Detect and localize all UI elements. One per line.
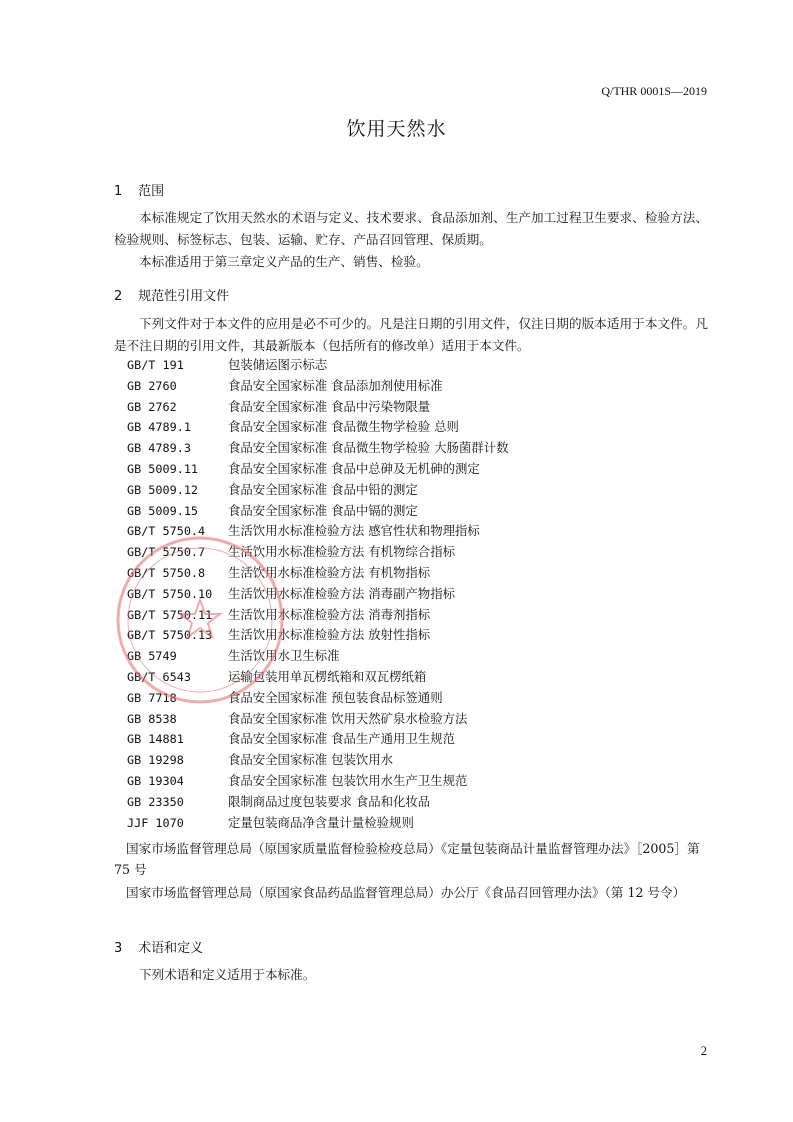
- reference-title: 生活饮用水卫生标准: [228, 648, 340, 664]
- reference-row: [127, 376, 508, 397]
- paragraph: 本标准适用于第三章定义产品的生产、销售、检验。: [139, 254, 429, 269]
- reference-row: [127, 813, 508, 834]
- reference-note: 国家市场监督管理总局（原国家食品药品监督管理总局）办公厅《食品召回管理办法》（第 12 号令）: [126, 885, 686, 900]
- section-number: 2: [114, 289, 123, 304]
- reference-title: 食品安全国家标准 食品微生物学检验 总则: [228, 419, 459, 435]
- reference-row: [127, 397, 508, 418]
- reference-title: 运输包装用单瓦楞纸箱和双瓦楞纸箱: [228, 668, 427, 684]
- reference-code: GB/T 5750.10: [127, 586, 213, 601]
- reference-row: [127, 480, 508, 501]
- reference-code: GB/T 5750.8: [127, 565, 206, 580]
- reference-code: GB/T 5750.7: [127, 545, 206, 560]
- reference-row: [127, 792, 508, 813]
- reference-code: GB 5009.11: [127, 461, 199, 476]
- reference-title: 生活饮用水标准检验方法 消毒副产物指标: [228, 585, 455, 601]
- section-title: 范围: [138, 184, 165, 199]
- reference-title: 食品安全国家标准 食品中铅的测定: [228, 481, 418, 497]
- paragraph: 下列文件对于本文件的应用是必不可少的。凡是注日期的引用文件，仅注日期的版本适用于本文件。凡是不注日期的引用文件，其最新版本（包括所有的修改单）适用于本文件。: [114, 316, 708, 353]
- section-number: 1: [114, 184, 123, 199]
- reference-row: [127, 355, 508, 376]
- reference-title: 定量包装商品净含量计量检验规则: [228, 814, 414, 830]
- reference-code: GB/T 191: [127, 358, 184, 372]
- section-heading: [114, 937, 203, 956]
- reference-title: 包装储运图示标志: [228, 357, 328, 372]
- section-number: 3: [114, 941, 123, 956]
- reference-row: [127, 459, 508, 480]
- reference-row: [127, 729, 508, 750]
- reference-code: GB 2760: [127, 378, 177, 393]
- reference-note: 国家市场监督管理总局（原国家质量监督检验检疫总局）《定量包装商品计量监督管理办法》［2005］第 75 号: [114, 841, 700, 877]
- reference-title: 限制商品过度包装要求 食品和化妆品: [228, 793, 431, 809]
- reference-code: GB 23350: [127, 794, 184, 809]
- reference-code: GB/T 5750.13: [127, 628, 213, 643]
- section-title: 术语和定义: [138, 941, 204, 956]
- section-heading: [114, 285, 229, 304]
- reference-title: 食品安全国家标准 食品添加剂使用标准: [228, 377, 443, 393]
- reference-title: 食品安全国家标准 食品中镉的测定: [228, 502, 418, 518]
- reference-title: 生活饮用水标准检验方法 有机物指标: [228, 564, 431, 580]
- reference-title: 食品安全国家标准 食品微生物学检验 大肠菌群计数: [228, 440, 509, 456]
- paragraph: 本标准规定了饮用天然水的术语与定义、技术要求、食品添加剂、生产加工过程卫生要求、检验方法、检验规则、标签标志、包装、运输、贮存、产品召回管理、保质期。: [114, 210, 708, 247]
- section-title: 规范性引用文件: [138, 289, 230, 304]
- reference-title: 食品安全国家标准 包装饮用水生产卫生规范: [228, 772, 468, 788]
- reference-code: GB/T 5750.11: [127, 607, 213, 622]
- reference-code: GB 2762: [127, 399, 177, 414]
- reference-row: [127, 438, 508, 459]
- reference-title: 食品安全国家标准 食品中总砷及无机砷的测定: [228, 460, 480, 476]
- reference-row: [127, 417, 508, 438]
- reference-title: 生活饮用水标准检验方法 消毒剂指标: [228, 606, 431, 622]
- reference-row: [127, 501, 508, 522]
- reference-code: GB/T 5750.4: [127, 524, 206, 539]
- reference-code: GB 4789.3: [127, 441, 191, 456]
- reference-code: GB 8538: [127, 711, 177, 726]
- reference-code: GB 5009.15: [127, 503, 199, 518]
- reference-title: 食品安全国家标准 预包装食品标签通则: [228, 689, 443, 705]
- reference-title: 食品安全国家标准 食品生产通用卫生规范: [228, 731, 455, 747]
- reference-title: 食品安全国家标准 食品中污染物限量: [228, 398, 431, 414]
- doc-code: Q/THR 0001S—2019: [601, 84, 707, 98]
- page-title: 饮用天然水: [346, 118, 447, 140]
- reference-row: [127, 771, 508, 792]
- reference-title: 食品安全国家标准 包装饮用水: [228, 752, 394, 768]
- reference-code: JJF 1070: [127, 815, 184, 830]
- reference-code: GB 5749: [127, 649, 177, 664]
- reference-code: GB 19304: [127, 773, 184, 788]
- reference-title: 生活饮用水标准检验方法 放射性指标: [228, 627, 431, 643]
- section-heading: [114, 180, 164, 199]
- reference-code: GB/T 6543: [127, 669, 191, 684]
- reference-code: GB 14881: [127, 732, 184, 747]
- reference-row: [127, 709, 508, 730]
- paragraph: 下列术语和定义适用于本标准。: [139, 967, 316, 982]
- reference-title: 生活饮用水标准检验方法 感官性状和物理指标: [228, 523, 480, 539]
- company-seal-stamp: [110, 530, 290, 710]
- reference-code: GB 5009.12: [127, 482, 199, 497]
- reference-code: GB 19298: [127, 753, 184, 768]
- reference-title: 生活饮用水标准检验方法 有机物综合指标: [228, 544, 455, 560]
- reference-title: 食品安全国家标准 饮用天然矿泉水检验方法: [228, 710, 468, 726]
- reference-code: GB 7718: [127, 690, 177, 705]
- reference-row: [127, 750, 508, 771]
- page-number: 2: [700, 1044, 707, 1058]
- reference-code: GB 4789.1: [127, 420, 191, 435]
